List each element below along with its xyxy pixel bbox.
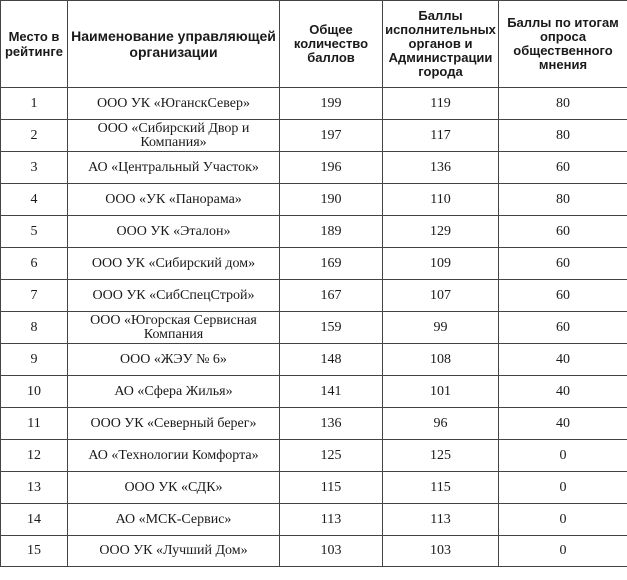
public-score-cell: 60 — [499, 152, 627, 184]
organization-cell: ООО «Сибирский Двор и Компания» — [68, 120, 280, 152]
public-score-cell: 60 — [499, 216, 627, 248]
table-row — [1, 312, 627, 344]
table-row — [1, 120, 627, 152]
total-score-cell: 167 — [280, 280, 383, 312]
table-header — [1, 1, 627, 88]
public-score-cell: 60 — [499, 312, 627, 344]
table-row — [1, 440, 627, 472]
table-row — [1, 536, 627, 567]
total-score-cell: 113 — [280, 504, 383, 536]
organization-cell: АО «МСК-Сервис» — [68, 504, 280, 536]
rank-cell: 12 — [1, 440, 68, 472]
admin-score-cell: 107 — [383, 280, 499, 312]
table-row — [1, 184, 627, 216]
organization-cell: ООО УК «Северный берег» — [68, 408, 280, 440]
rank-cell: 2 — [1, 120, 68, 152]
public-score-cell: 60 — [499, 280, 627, 312]
table-row — [1, 216, 627, 248]
table-row — [1, 248, 627, 280]
admin-score-cell: 109 — [383, 248, 499, 280]
public-score-cell: 0 — [499, 440, 627, 472]
rank-cell: 4 — [1, 184, 68, 216]
organization-cell: АО «Центральный Участок» — [68, 152, 280, 184]
admin-score-cell: 101 — [383, 376, 499, 408]
header-total-score: Общее количество баллов — [280, 1, 383, 88]
header-rank: Место в рейтинге — [1, 1, 68, 88]
admin-score-cell: 117 — [383, 120, 499, 152]
organization-cell: ООО «Югорская Сервисная Компания — [68, 312, 280, 344]
header-row — [1, 1, 627, 88]
admin-score-cell: 119 — [383, 88, 499, 120]
admin-score-cell: 113 — [383, 504, 499, 536]
rank-cell: 9 — [1, 344, 68, 376]
table-row — [1, 152, 627, 184]
public-score-cell: 0 — [499, 536, 627, 567]
total-score-cell: 190 — [280, 184, 383, 216]
rank-cell: 6 — [1, 248, 68, 280]
total-score-cell: 141 — [280, 376, 383, 408]
header-organization: Наименование управляющей организации — [68, 1, 280, 88]
public-score-cell: 80 — [499, 120, 627, 152]
total-score-cell: 148 — [280, 344, 383, 376]
admin-score-cell: 96 — [383, 408, 499, 440]
header-public-score: Баллы по итогам опроса общественного мнения — [499, 1, 627, 88]
public-score-cell: 40 — [499, 376, 627, 408]
rank-cell: 3 — [1, 152, 68, 184]
rank-cell: 13 — [1, 472, 68, 504]
organization-cell: ООО УК «Сибирский дом» — [68, 248, 280, 280]
admin-score-cell: 125 — [383, 440, 499, 472]
total-score-cell: 103 — [280, 536, 383, 567]
rank-cell: 5 — [1, 216, 68, 248]
rank-cell: 15 — [1, 536, 68, 567]
total-score-cell: 197 — [280, 120, 383, 152]
total-score-cell: 115 — [280, 472, 383, 504]
organization-cell: ООО УК «Лучший Дом» — [68, 536, 280, 567]
organization-cell: АО «Технологии Комфорта» — [68, 440, 280, 472]
admin-score-cell: 108 — [383, 344, 499, 376]
rank-cell: 7 — [1, 280, 68, 312]
organization-cell: ООО УК «Эталон» — [68, 216, 280, 248]
public-score-cell: 40 — [499, 408, 627, 440]
table-row — [1, 472, 627, 504]
public-score-cell: 80 — [499, 88, 627, 120]
total-score-cell: 159 — [280, 312, 383, 344]
rank-cell: 10 — [1, 376, 68, 408]
admin-score-cell: 99 — [383, 312, 499, 344]
admin-score-cell: 103 — [383, 536, 499, 567]
organization-cell: ООО УК «ЮганскСевер» — [68, 88, 280, 120]
total-score-cell: 125 — [280, 440, 383, 472]
admin-score-cell: 129 — [383, 216, 499, 248]
public-score-cell: 40 — [499, 344, 627, 376]
admin-score-cell: 136 — [383, 152, 499, 184]
rank-cell: 1 — [1, 88, 68, 120]
table-row — [1, 504, 627, 536]
total-score-cell: 136 — [280, 408, 383, 440]
organization-cell: ООО «УК «Панорама» — [68, 184, 280, 216]
public-score-cell: 60 — [499, 248, 627, 280]
public-score-cell: 80 — [499, 184, 627, 216]
organization-cell: ООО УК «СибСпецСтрой» — [68, 280, 280, 312]
organization-cell: ООО «ЖЭУ № 6» — [68, 344, 280, 376]
total-score-cell: 169 — [280, 248, 383, 280]
total-score-cell: 196 — [280, 152, 383, 184]
organization-cell: АО «Сфера Жилья» — [68, 376, 280, 408]
admin-score-cell: 115 — [383, 472, 499, 504]
table-row — [1, 280, 627, 312]
public-score-cell: 0 — [499, 504, 627, 536]
admin-score-cell: 110 — [383, 184, 499, 216]
table-row — [1, 408, 627, 440]
table-row — [1, 88, 627, 120]
rank-cell: 14 — [1, 504, 68, 536]
total-score-cell: 199 — [280, 88, 383, 120]
header-admin-score: Баллы исполнительных органов и Администрации города — [383, 1, 499, 88]
rank-cell: 8 — [1, 312, 68, 344]
table-row — [1, 344, 627, 376]
table-body — [1, 88, 627, 567]
table-row — [1, 376, 627, 408]
rank-cell: 11 — [1, 408, 68, 440]
total-score-cell: 189 — [280, 216, 383, 248]
organization-cell: ООО УК «СДК» — [68, 472, 280, 504]
public-score-cell: 0 — [499, 472, 627, 504]
